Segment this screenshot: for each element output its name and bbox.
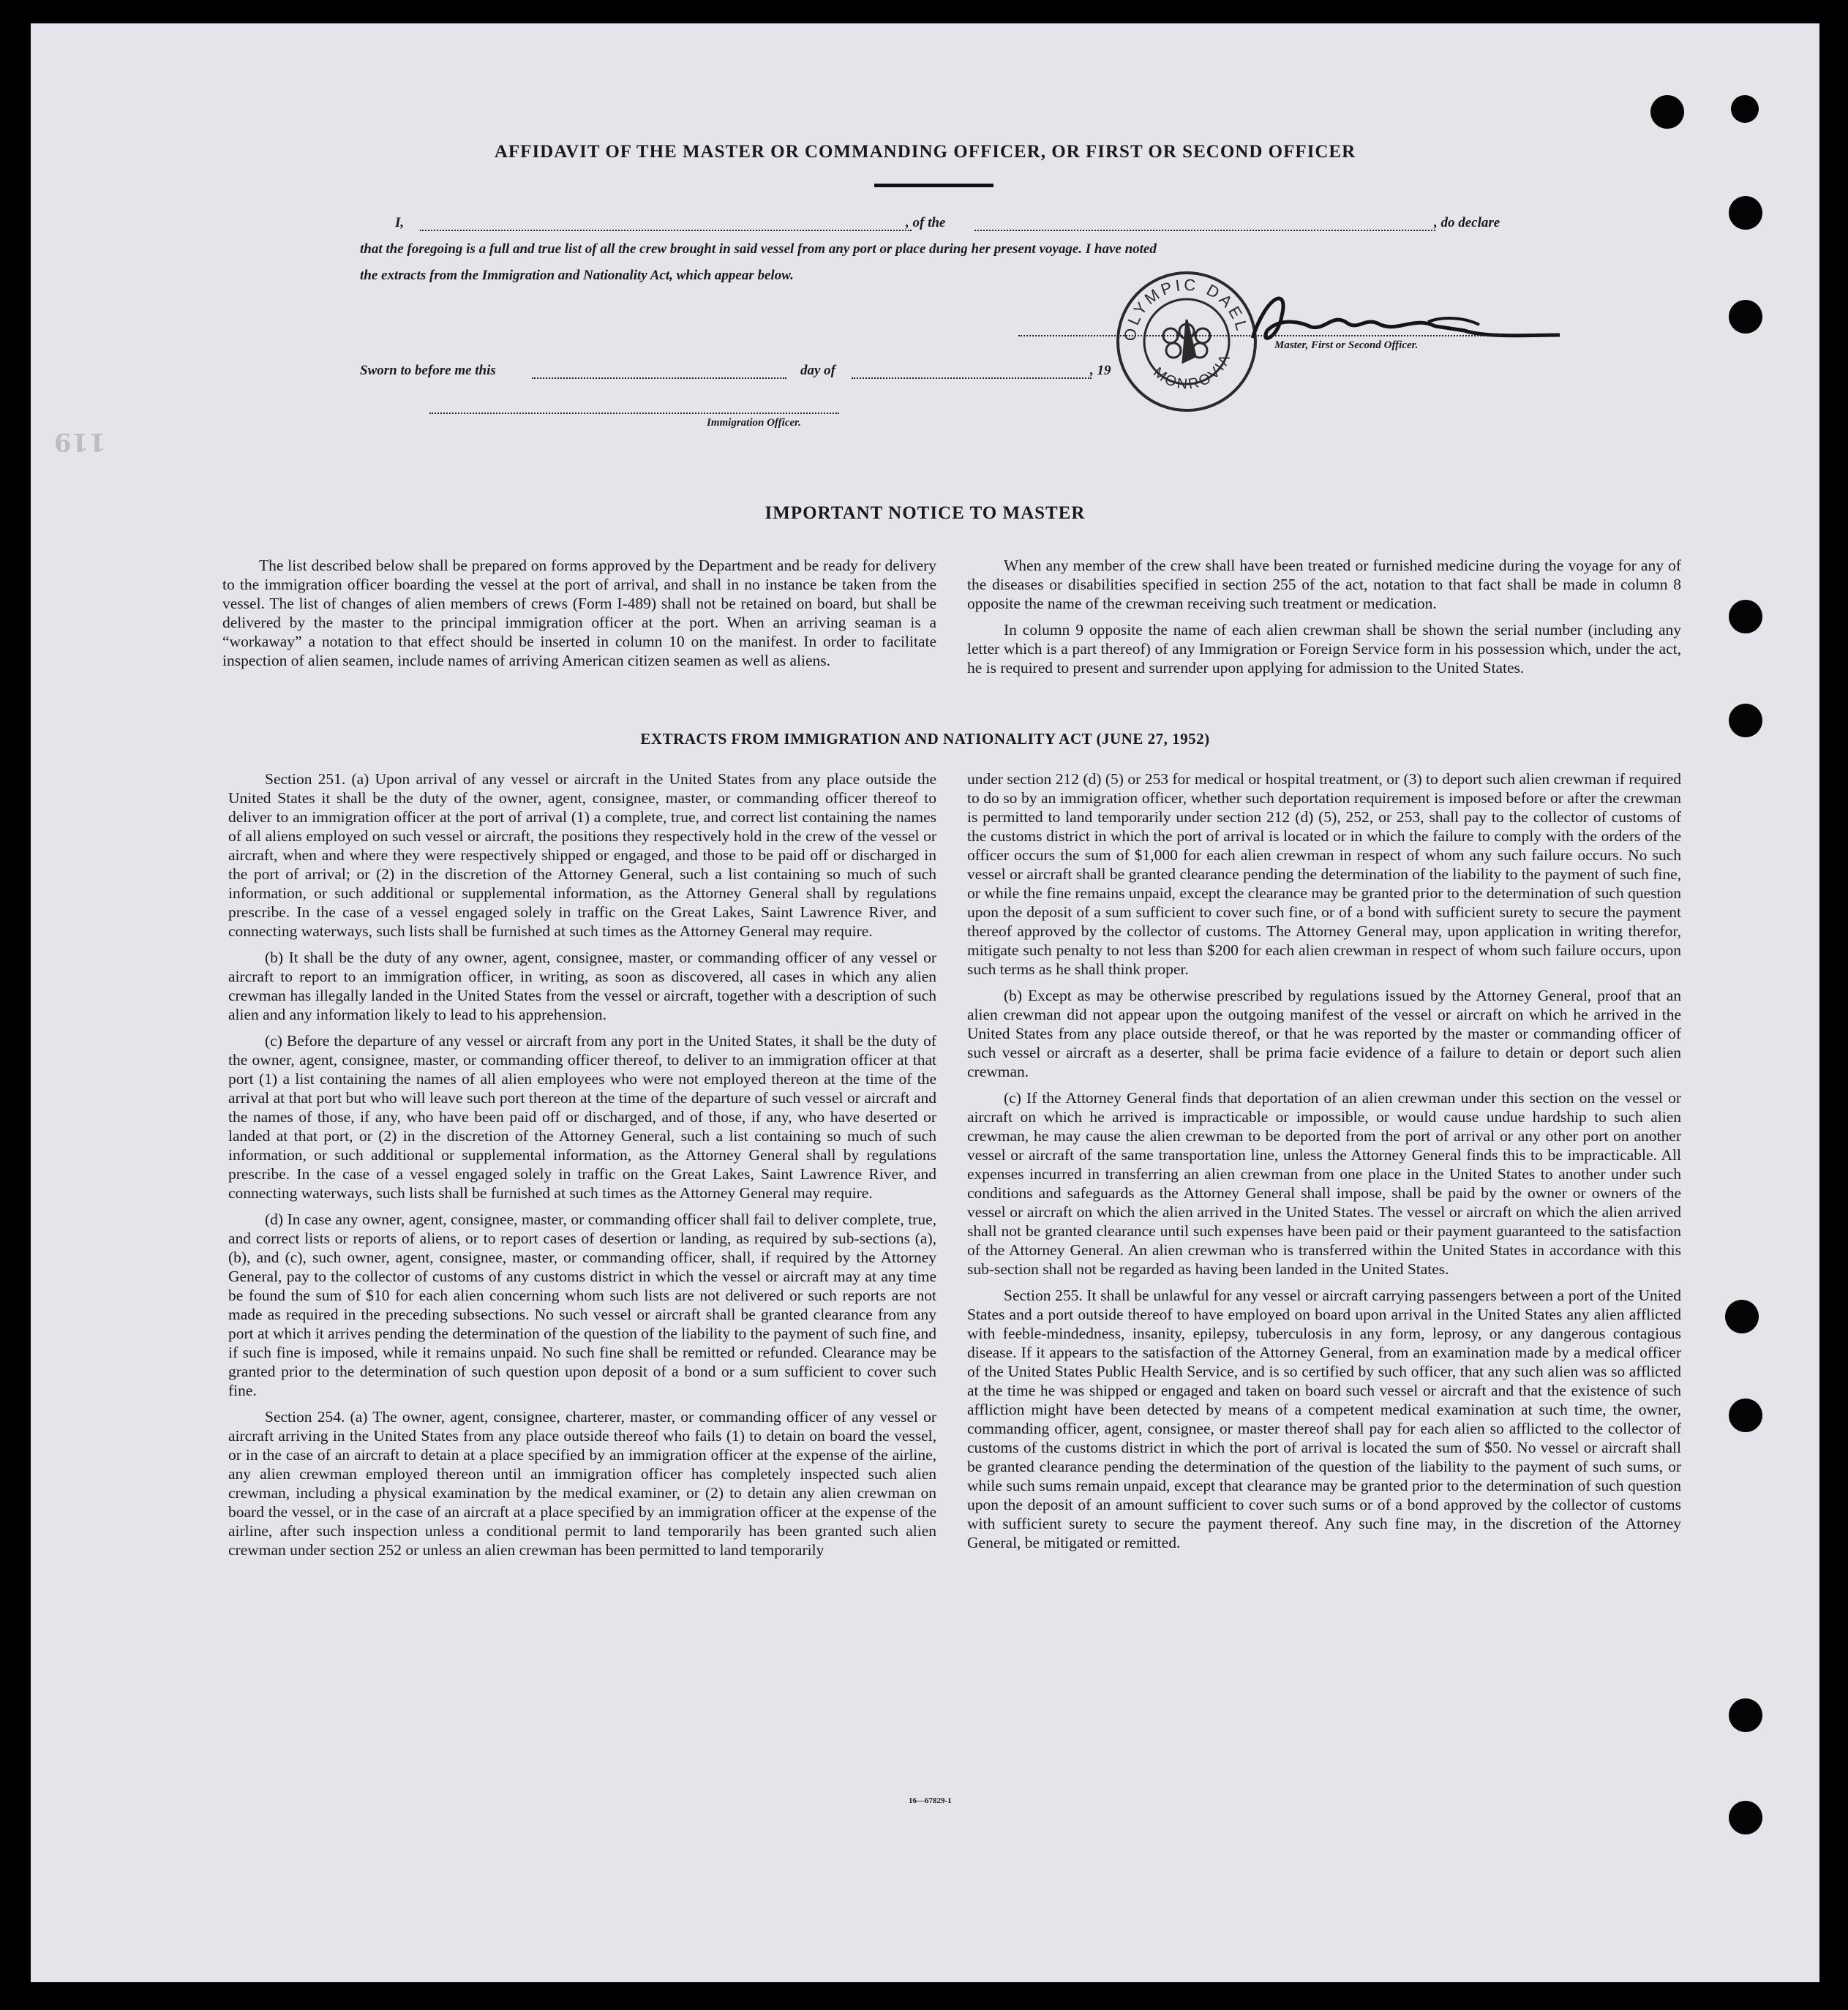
punch-hole [1731,95,1759,123]
extracts-right-column [967,769,1681,1559]
section-254c: (c) If the Attorney General finds that deportation of an alien crewman under this section on the vessel or aircraft on which he arrived is impracticable or impossible, or would cause undue hardship to such alien crewman, he may cause the alien crewman to be deported from the port of arrival or any other port on another vessel or aircraft of the same transportation line, unless the Attorney General finds this to be impracticable. All expenses incurred in transferring an alien crewman from one place in the United States to another under such conditions and safeguards as the Attorney General shall impose, shall be paid by the owner or owners of the vessel or aircraft on which the alien arrived in the United States. The vessel or aircraft on which the alien arrived shall not be granted clearance until such expenses have been paid or their payment guaranteed to the satisfaction of the Attorney General. An alien crewman who is transferred within the United States in accordance with this sub-section shall not be regarded as having been landed in the United States. [967,1089,1681,1278]
affidavit-title: AFFIDAVIT OF THE MASTER OR COMMANDING OFFICER, OR FIRST OR SECOND OFFICER [494,142,1356,162]
sworn-day-field[interactable] [532,377,786,379]
stamp-text-top: OLYMPIC DAEL [1120,275,1252,342]
affidavit-line2: that the foregoing is a full and true list of all the crew brought in said vessel from any port or place during her present voyage. I have noted [360,241,1157,257]
punch-hole [1650,95,1684,129]
section-251b: (b) It shall be the duty of any owner, agent, consignee, master, or commanding officer of any vessel or aircraft to report to an immigration officer, in writing, as soon as discovered, all cases in which any alien crewman has illegally landed in the United States from the vessel or aircraft, together with a description of such alien and any information likely to lead to his apprehension. [228,949,936,1023]
stamp-text-bottom: MONROVIA [1150,350,1234,393]
margin-mark: 119 [54,427,106,456]
section-254a-continued: under section 212 (d) (5) or 253 for medical or hospital treatment, or (3) to deport such alien crewman if required to do so by an immigration officer, whether such deportation requirement is imposed before or after the crewman is permitted to land temporarily under section 212 (d) (5), 252, or 253, shall pay to the collector of customs of the customs district in which the port of arrival is located or in which the failure to comply with the orders of the officer occurs the sum of $1,000 for each alien crewman in respect of whom any such failure occurs. No such vessel or aircraft shall be granted clearance pending the determination of the liability to the payment of such fine, or while the fine remains unpaid, except the clearance may be granted prior to the determination of such question upon the deposit of a sum sufficient to cover such fine, or of a bond with sufficient surety to secure the payment thereof approved by the collector of customs. The Attorney General may, upon application in writing therefor, mitigate such penalty to not less than $200 for each alien crewman in respect of whom such failure occurs, upon such terms as he shall think proper. [967,770,1681,978]
punch-hole [1729,1698,1762,1732]
extracts-title: EXTRACTS FROM IMMIGRATION AND NATIONALITY ACT (JUNE 27, 1952) [640,730,1210,748]
year-label: , 19 [1090,363,1111,378]
punch-hole [1725,1300,1759,1333]
notice-right-paragraph: When any member of the crew shall have been treated or furnished medicine during the voyage for any of the diseases or disabilities specified in section 255 of the act, notation to that fact shall be made in column 8 opposite the name of the crewman receiving such treatment or medication. [967,557,1681,612]
master-signature-line[interactable] [1018,335,1501,336]
title-rule [874,184,994,187]
affidavit-line1-end: , do declare [1434,215,1500,230]
section-255: Section 255. It shall be unlawful for any vessel or aircraft carrying passengers between a port of the United States and a port outside thereof to have employed on board upon arrival in the United States any alien afflicted with feeble-mindedness, insanity, epilepsy, tuberculosis in any form, leprosy, or any dangerous contagious disease. If it appears to the satisfaction of the Attorney General, from an examination made by a medical officer of the United States Public Health Service, and is so certified by such officer, that any such alien was so afflicted at the time he was shipped or engaged and taken on board such vessel or aircraft and that the existence of such affliction might have been detected by means of a competent medical examination at such time, the owner, commanding officer, agent, consignee, or master thereof shall pay for each alien so afflicted to the collector of customs of the customs district in which the port of arrival is located the sum of $50. No vessel or aircraft shall be granted clearance pending the determination of the question of the liability to the payment of such sums, or while such sums remain unpaid, except that clearance may be granted prior to the determination of such question upon the deposit of an amount sufficient to cover such sums or of a bond approved by the collector of customs with sufficient surety to secure the payment thereof. Any such fine may, in the discretion of the Attorney General, be mitigated or remitted. [967,1287,1681,1551]
section-254a: Section 254. (a) The owner, agent, consignee, charterer, master, or commanding officer of any vessel or aircraft arriving in the United States from any place outside thereof who fails (1) to detain on board the vessel, or in the case of an aircraft to detain at a place specified by an immigration officer at the expense of the airline, any alien crewman employed thereon until an immigration officer has completely inspected such alien crewman, including a physical examination by the medical examiner, or (2) to detain any alien crewman on board the vessel, or in the case of an aircraft at a place specified by an immigration officer at the expense of the airline, after such inspection unless a conditional permit to land temporarily has been granted such alien crewman under section 252 or unless an alien crewman has been permitted to land temporarily [228,1408,936,1559]
day-of-label: day of [800,363,836,378]
section-251d: (d) In case any owner, agent, consignee, master, or commanding officer shall fail to deliver complete, true, and correct lists or reports of aliens, or to report cases of desertion or landing, as required by sub-sections (a), (b), and (c), such owner, agent, consignee, master, or commanding officer, shall, if required by the Attorney General, pay to the collector of customs of any customs district in which the vessel or aircraft may at any time be found the sum of $10 for each alien concerning whom such lists are not delivered or such reports are not made as required in the preceding subsections. No such vessel or aircraft shall be granted clearance from any port at which it arrives pending the determination of the question of the liability to the payment of such fine, and if such fine is imposed, while it remains unpaid. No such fine shall be remitted or refunded. Clearance may be granted prior to the determination of such question upon deposit of a bond or a sum sufficient to cover such fine. [228,1211,936,1399]
affidavit-line1-mid: , of the [906,215,946,230]
notice-right-paragraph: In column 9 opposite the name of each alien crewman shall be shown the serial number (including any letter which is a part thereof) of any Immigration or Foreign Service form in his possession which, under the act, he is required to present and surrender upon applying for admission to the United States. [967,621,1681,677]
form-page [31,23,1819,1982]
punch-hole [1729,196,1762,230]
section-254b: (b) Except as may be otherwise prescribed by regulations issued by the Attorney General, proof that an alien crewman did not appear upon the outgoing manifest of the vessel or aircraft on which he arrived in the United States from any place outside thereof, or that he was reported by the master or commanding officer of such vessel or aircraft as a deserter, shall be prima facie evidence of a failure to detain or deport such alien crewman. [967,987,1681,1080]
vessel-name-field[interactable] [974,230,1435,231]
notice-title: IMPORTANT NOTICE TO MASTER [765,503,1086,523]
affidavit-line1-start: I, [395,215,405,230]
immigration-officer-line[interactable] [429,413,839,414]
master-label: Master, First or Second Officer. [1274,339,1419,351]
punch-hole [1729,600,1762,633]
notice-left-column [222,556,936,677]
punch-hole [1729,300,1762,334]
notice-left-paragraph: The list described below shall be prepared on forms approved by the Department and be ready for delivery to the immigration officer boarding the vessel at the port of arrival, and shall in no instance be taken from the vessel. The list of changes of alien members of crews (Form I-489) shall not be retained on board, but shall be delivered by the master to the principal immigration officer at the port. When an arriving seaman is a “workaway” a notation to that effect should be inserted in column 10 on the manifest. In order to facilitate inspection of alien seamen, include names of arriving American citizen seamen as well as aliens. [222,557,936,669]
declarant-name-field[interactable] [420,230,912,231]
punch-hole [1729,1801,1762,1834]
form-number: 16—67829-1 [909,1796,952,1805]
extracts-left-column [228,769,936,1567]
section-251a: Section 251. (a) Upon arrival of any vessel or aircraft in the United States from any place outside the United States it shall be the duty of the owner, agent, consignee, master, or commanding officer thereof to deliver to an immigration officer at the port of arrival (1) a complete, true, and correct list containing the names of all aliens employed on such vessel or aircraft, the positions they respectively hold in the crew of the vessel or aircraft, when and where they were respectively shipped or engaged, and those to be paid off or discharged in the port of arrival; or (2) in the discretion of the Attorney General, such a list containing so much of such information, or such additional or supplemental information, as the Attorney General shall by regulations prescribe. In the case of a vessel engaged solely in traffic on the Great Lakes, Saint Lawrence River, and connecting waterways, such lists shall be furnished at such times as the Attorney General may require. [228,770,936,940]
sworn-label: Sworn to before me this [360,363,496,378]
sworn-month-field[interactable] [852,377,1092,379]
master-signature [1223,287,1567,367]
affidavit-line3: the extracts from the Immigration and Nationality Act, which appear below. [360,268,794,283]
section-251c: (c) Before the departure of any vessel or aircraft from any port in the United States, it shall be the duty of the owner, agent, consignee, master, or commanding officer thereof, to deliver to an immigration officer at that port (1) a list containing the names of all alien employees who were not employed thereon at the time of the arrival at that port but who will leave such port thereon at the time of the departure of such vessel or aircraft and the names of those, if any, who have been paid off or discharged, and of those, if any, who have deserted or landed at that port, or (2) in the discretion of the Attorney General, such a list containing so much of such information, or such additional or supplemental information, as the Attorney General shall by regulations prescribe. In the case of a vessel engaged solely in traffic on the Great Lakes, Saint Lawrence River, and connecting waterways, such lists shall be furnished at such times as the Attorney General may require. [228,1032,936,1202]
immigration-officer-label: Immigration Officer. [707,417,801,429]
notice-right-column [967,556,1681,685]
punch-hole [1729,1399,1762,1432]
